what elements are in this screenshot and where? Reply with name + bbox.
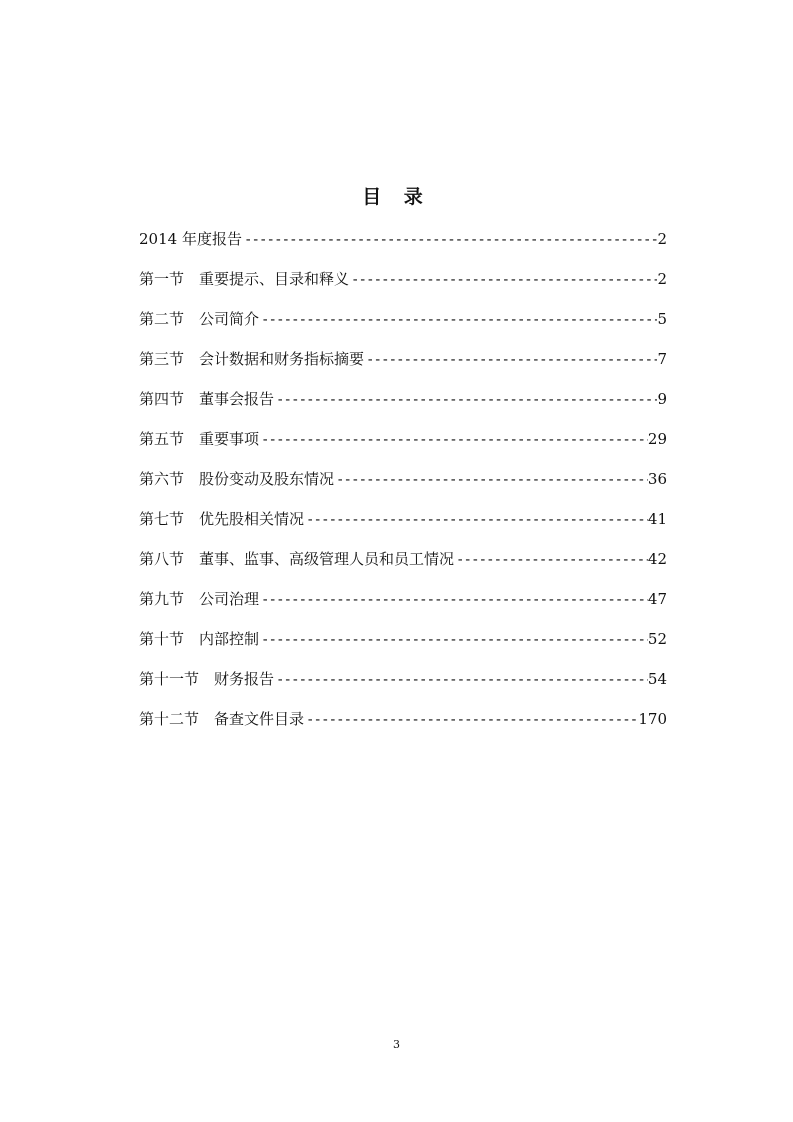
toc-leader-dashes: [304, 707, 638, 733]
toc-leader-dashes: [259, 627, 648, 653]
toc-leader-dashes: [259, 427, 648, 453]
toc-entry-label: 第八节 董事、监事、高级管理人员和员工情况: [139, 550, 455, 568]
toc-entry-page: 36: [647, 470, 667, 488]
toc-entry-label: 第三节 会计数据和财务指标摘要: [139, 350, 365, 368]
toc-leader-dashes: [364, 347, 657, 373]
toc-title: 目 录: [362, 186, 431, 208]
toc-entry[interactable]: [139, 666, 667, 706]
toc-entry[interactable]: [139, 586, 667, 626]
toc-leader-dashes: [274, 667, 648, 693]
toc-entry-label: 第五节 重要事项: [139, 430, 260, 448]
toc-entry-label: 第十节 内部控制: [139, 630, 260, 648]
toc-leader-dashes: [304, 507, 648, 533]
toc-entry[interactable]: [139, 386, 667, 426]
toc-entry-page: 29: [647, 430, 667, 448]
toc-leader-dashes: [349, 267, 657, 293]
toc-entry-page: 47: [647, 590, 667, 608]
toc-entry[interactable]: [139, 546, 667, 586]
toc-entry[interactable]: [139, 626, 667, 666]
toc-entry-label: 2014 年度报告: [139, 230, 242, 248]
toc-entry-page: 170: [638, 710, 667, 728]
toc-leader-dashes: [334, 467, 648, 493]
toc-entry-label: 第二节 公司简介: [139, 310, 260, 328]
toc-entry[interactable]: [139, 706, 667, 746]
toc-entry-page: 41: [647, 510, 667, 528]
toc-entry-page: 42: [647, 550, 667, 568]
page-number: 3: [393, 1038, 400, 1051]
toc-entry-page: 5: [657, 310, 667, 328]
toc-entry[interactable]: [139, 466, 667, 506]
toc-entry-page: 9: [657, 390, 667, 408]
toc-leader-dashes: [274, 387, 657, 413]
toc-entry[interactable]: [139, 426, 667, 466]
toc-entry-page: 2: [657, 270, 667, 288]
toc-entry[interactable]: [139, 226, 667, 266]
toc-leader-dashes: [454, 547, 648, 573]
toc-leader-dashes: [242, 227, 658, 253]
toc-entry[interactable]: [139, 306, 667, 346]
toc-leader-dashes: [259, 307, 657, 333]
toc-entry-page: 2: [657, 230, 667, 248]
toc-entry-label: 第十一节 财务报告: [139, 670, 275, 688]
toc-entry-page: 52: [647, 630, 667, 648]
toc-entry[interactable]: [139, 266, 667, 306]
toc-entry-page: 7: [657, 350, 667, 368]
toc-entry-label: 第十二节 备查文件目录: [139, 710, 305, 728]
toc-entry-label: 第六节 股份变动及股东情况: [139, 470, 335, 488]
toc-entry-page: 54: [647, 670, 667, 688]
toc-entry-label: 第四节 董事会报告: [139, 390, 275, 408]
toc-leader-dashes: [259, 587, 648, 613]
table-of-contents: [139, 226, 667, 746]
toc-entry-label: 第七节 优先股相关情况: [139, 510, 305, 528]
toc-entry[interactable]: [139, 346, 667, 386]
toc-entry-label: 第九节 公司治理: [139, 590, 260, 608]
toc-entry-label: 第一节 重要提示、目录和释义: [139, 270, 350, 288]
toc-entry[interactable]: [139, 506, 667, 546]
